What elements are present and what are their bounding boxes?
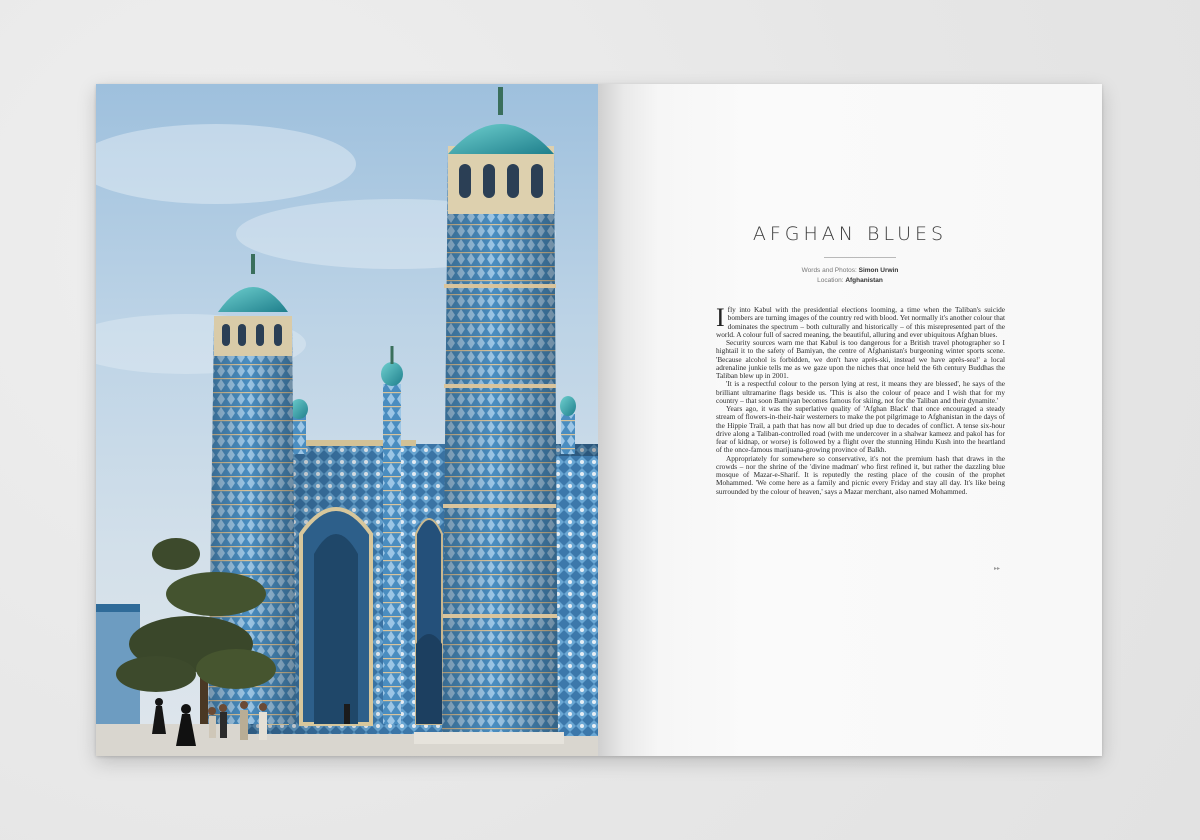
paragraph [716, 303, 1005, 339]
paragraph: Security sources warn me that Kabul is too dangerous for a British travel photographer so I hightail it to the safety of Bamiyan, the centre of Afghanistan's burgeoning winter sports scene. 'Because alcohol is forbidden, we don't have après-ski, instead we have après-sea!' a local adrenaline junkie tells me as we gaze upon the niches that once held the 6th century Buddhas the Taliban blew up in 2001. [716, 338, 1005, 380]
paragraph: Appropriately for somewhere so conservative, it's not the premium hash that draws in the crowds – nor the shrine of the 'divine madman' who first refined it, but rather the dazzling blue mosque of Mazar-e-Sharif. It is reputedly the resting place of the cousin of the prophet Mohammed. 'We come here as a family and picnic every Friday and stay all day. It's like being surrounded by the colour of heaven,' says a Mazar merchant, also named Mohammed. [716, 453, 1005, 496]
title-divider [824, 257, 896, 258]
mosque-illustration [96, 84, 598, 756]
byline-label: Words and Photos: [801, 267, 859, 274]
article-page [598, 84, 1102, 756]
location-line [598, 276, 1102, 286]
location-label: Location: [817, 277, 846, 284]
paragraph: 'It is a respectful colour to the person lying at rest, it means they are blessed', he says of the brilliant ultramarine flags beside us. 'This is also the colour of peace and I wish that for my country – that soon Bamiyan becomes famous for skiing, not for the Taliban and their dynamite.' [716, 379, 1005, 405]
drop-cap: I [716, 303, 725, 332]
paragraph: Years ago, it was the superlative quality of 'Afghan Black' that once encouraged a steady stream of flowers-in-their-hair westerners to make the pot pilgrimage to Afghanistan in the days of the Hippie Trail, a path that has now all but dried up due to decades of conflict. A tense six-hour drive along a Taliban-controlled road (with me undercover in a shalwar kameez and pakol has for fear of kidnap, or worse) is followed by a flight over the stunning Hindu Kush into the heartland of the once-famous marijuana-growing province of Balkh. [716, 404, 1005, 455]
byline [598, 266, 1102, 276]
article-body [716, 303, 1005, 496]
magazine-spread [96, 84, 1102, 756]
article-title: AFGHAN BLUES [752, 223, 948, 245]
continue-arrow-icon: ▸▸ [994, 565, 1001, 572]
mosque-photo [96, 84, 598, 756]
author-name: Simon Urwin [858, 267, 899, 274]
article-credits [598, 266, 1102, 286]
location-value: Afghanistan [845, 277, 883, 284]
paragraph-text: fly into Kabul with the presidential elections looming, a time when the Taliban's suicide bombers are turning images of the country red with blood. Yet normally it's another colour that dominates the spectrum – both culturally and historically – of this misrepresented part of the world. A colour full of sacred meaning, the beautiful, alluring and ever ubiquitous Afghan blues. [716, 305, 1005, 339]
